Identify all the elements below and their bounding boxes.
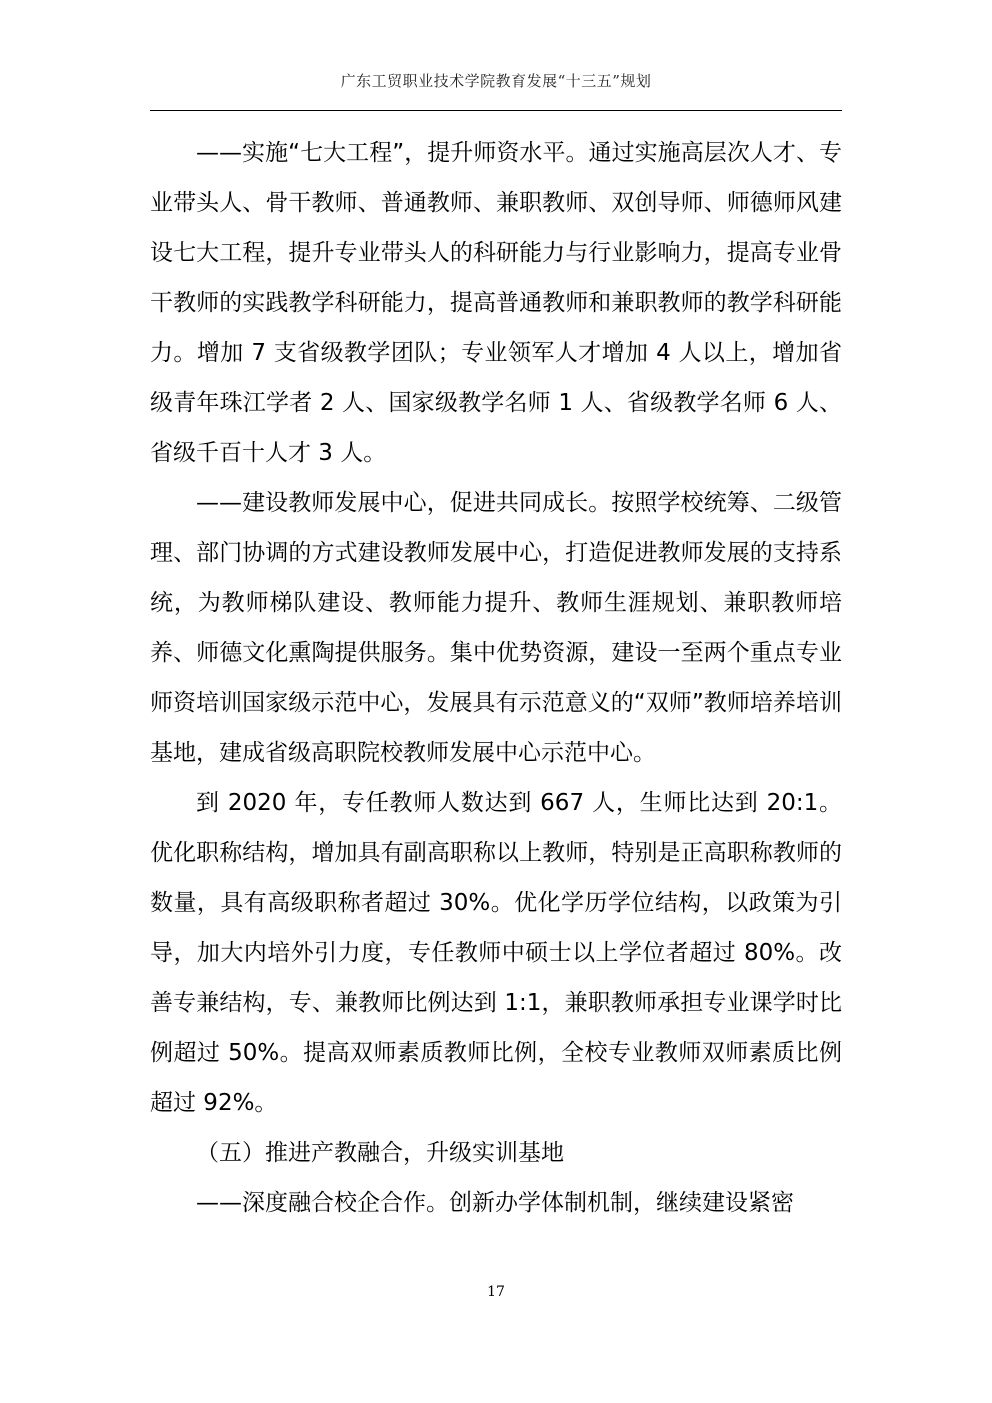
paragraph-teacher-projects: ——实施“七大工程”，提升师资水平。通过实施高层次人才、专业带头人、骨干教师、普通教师、兼职教师、双创导师、师德师风建设七大工程，提升专业带头人的科研能力与行业影响力，提高专业骨干教师的实践教学科研能力，提高普通教师和兼职教师的教学科研能力。增加 7 支省级教学团队；专业领军人才增加 4 人以上，增加省级青年珠江学者 2 人、国家级教学名师 1 人、省级教学名师 6 人、省级千百十人才 3 人。	[150, 140, 842, 466]
page-header: 广东工贸职业技术学院教育发展“十三五”规划	[340, 72, 652, 90]
paragraph-teacher-center: ——建设教师发展中心，促进共同成长。按照学校统筹、二级管理、部门协调的方式建设教师发展中心，打造促进教师发展的支持系统，为教师梯队建设、教师能力提升、教师生涯规划、兼职教师培养、师德文化熏陶提供服务。集中优势资源，建设一至两个重点专业师资培训国家级示范中心，发展具有示范意义的“双师”教师培养培训基地，建成省级高职院校教师发展中心示范中心。	[150, 490, 842, 766]
document-body	[150, 128, 842, 1228]
paragraph-2020-targets: 到 2020 年，专任教师人数达到 667 人，生师比达到 20:1。优化职称结构，增加具有副高职称以上教师，特别是正高职称教师的数量，具有高级职称者超过 30%。优化学历学位结构，以政策为引导，加大内培外引力度，专任教师中硕士以上学位者超过 80%。改善专兼结构，专、兼教师比例达到 1:1，兼职教师承担专业课学时比例超过 50%。提高双师素质教师比例，全校专业教师双师素质比例超过 92%。	[150, 790, 842, 1116]
section-heading: （五）推进产教融合，升级实训基地	[196, 1140, 564, 1166]
paragraph-school-enterprise: ——深度融合校企合作。创新办学体制机制，继续建设紧密	[196, 1190, 794, 1216]
page-number: 17	[487, 1284, 505, 1300]
header-rule	[150, 110, 842, 111]
